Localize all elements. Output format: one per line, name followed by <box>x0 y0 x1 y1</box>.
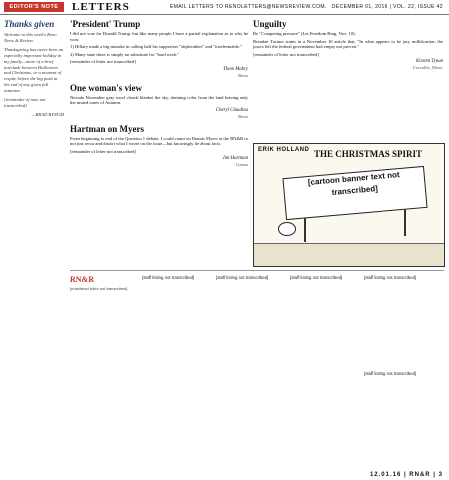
letter-paragraph: 1) Hillary made a big mistake in calling half his supporters "deplorables" and "irredeemable." <box>70 44 243 49</box>
staff-box <box>70 270 444 471</box>
cartoon-title: THE CHRISTMAS SPIRIT <box>314 149 423 159</box>
letter-paragraph: From beginning to end of the Question 1 debate, I could count on Dennis Myers at the RN&R to not just recur and distort what I wrote on the issue—but knowingly lie about facts. <box>70 135 248 146</box>
letter-headline: 'President' Trump <box>70 19 141 29</box>
letter-paragraph: [remainder of letter not transcribed] <box>253 51 319 57</box>
letter-paragraph: Re "Competing pressure" (Let Freedom Ring, Nov. 10): <box>253 31 356 36</box>
page-footer: 12.01.16 | RN&R | 3 <box>369 472 443 478</box>
letter-paragraph: Brendan Trainor states in a November 10 article that, "In what appears to be jury nullification, the jurors left the federal government bad empty not proven." <box>253 38 443 49</box>
masthead-blurb: [masthead blurb not transcribed] <box>70 286 128 291</box>
staff-entry: [staff listing not transcribed] <box>216 275 269 280</box>
letter-signature: Jim Hartman <box>222 156 248 161</box>
editorial-cartoon <box>253 143 445 267</box>
letter-paragraph: [remainder of letter not transcribed] <box>70 59 136 64</box>
editors-note-paragraph: [remainder of note not transcribed] <box>4 97 46 108</box>
letter-paragraph: Nevada November gray wool clouds blanket the sky, draining color from the land leaving only the muted tones of Autumn. <box>70 94 248 105</box>
letter-paragraph: [remainder of letter not transcribed] <box>70 148 136 154</box>
letters-column-left <box>70 19 248 264</box>
cartoon-banner-text: [cartoon banner text not transcribed] <box>307 170 400 198</box>
letter-city: Reno <box>238 113 248 119</box>
staff-list <box>142 275 212 283</box>
staff-list <box>364 275 434 283</box>
bird-illustration <box>278 222 296 236</box>
letter-signature: Kirsten Tynan <box>416 59 443 64</box>
letters-column-right <box>253 19 443 137</box>
letter-headline: Unguilty <box>253 19 287 29</box>
rnr-logo: RN&R <box>70 275 94 284</box>
editors-note <box>4 19 64 471</box>
staff-list <box>290 275 360 283</box>
cartoon-artist: ERIK HOLLAND <box>258 147 310 153</box>
letter-city: Genoa <box>236 162 248 167</box>
letter-city: Reno <box>238 72 248 78</box>
section-title: LETTERS <box>72 1 130 13</box>
staff-entry: [staff listing not transcribed] <box>364 275 417 280</box>
letter-city: Corvallis, Mont. <box>412 65 443 70</box>
letter-signature: Cheryl Claudina <box>215 107 248 113</box>
editors-note-paragraph: Thanksgiving has never been an especially important holiday in my family—more of a brief interlude between Halloween and Christmas, or a moment of respite before the big push at the end of any given fall semester. <box>4 46 64 94</box>
cartoon-ground <box>254 243 444 266</box>
issue-info: DECEMBER 01, 2016 | VOL. 22, ISSUE 42 <box>331 4 443 10</box>
masthead <box>70 275 134 291</box>
staff-entry: [staff listing not transcribed] <box>364 371 417 376</box>
staff-list <box>364 371 434 379</box>
staff-list <box>216 275 286 283</box>
staff-entry: [staff listing not transcribed] <box>290 275 343 280</box>
letter-headline: Hartman on Myers <box>70 123 144 134</box>
letters-email[interactable]: EMAIL LETTERS TO RENOLETTERS@NEWSREVIEW.COM. <box>170 4 327 10</box>
editors-note-paragraph: Welcome to this week's Reno News & Review. <box>4 32 57 43</box>
letter-signature: Thom Mabry <box>223 66 248 72</box>
editors-note-signature: —BRAD BYNUM <box>31 111 64 117</box>
editors-note-tag: EDITOR'S NOTE <box>4 2 64 12</box>
letter-headline: One woman's view <box>70 82 142 93</box>
letter-paragraph: 2) Many state there is simply no substitute for "hard work." <box>70 51 180 57</box>
editors-note-title: Thanks given <box>4 19 55 29</box>
page-header <box>0 0 449 15</box>
letter-paragraph: I did not vote for Donald Trump, but like many people I have a partial explanation as to why he won: <box>70 31 248 42</box>
staff-entry: [staff listing not transcribed] <box>142 275 195 280</box>
